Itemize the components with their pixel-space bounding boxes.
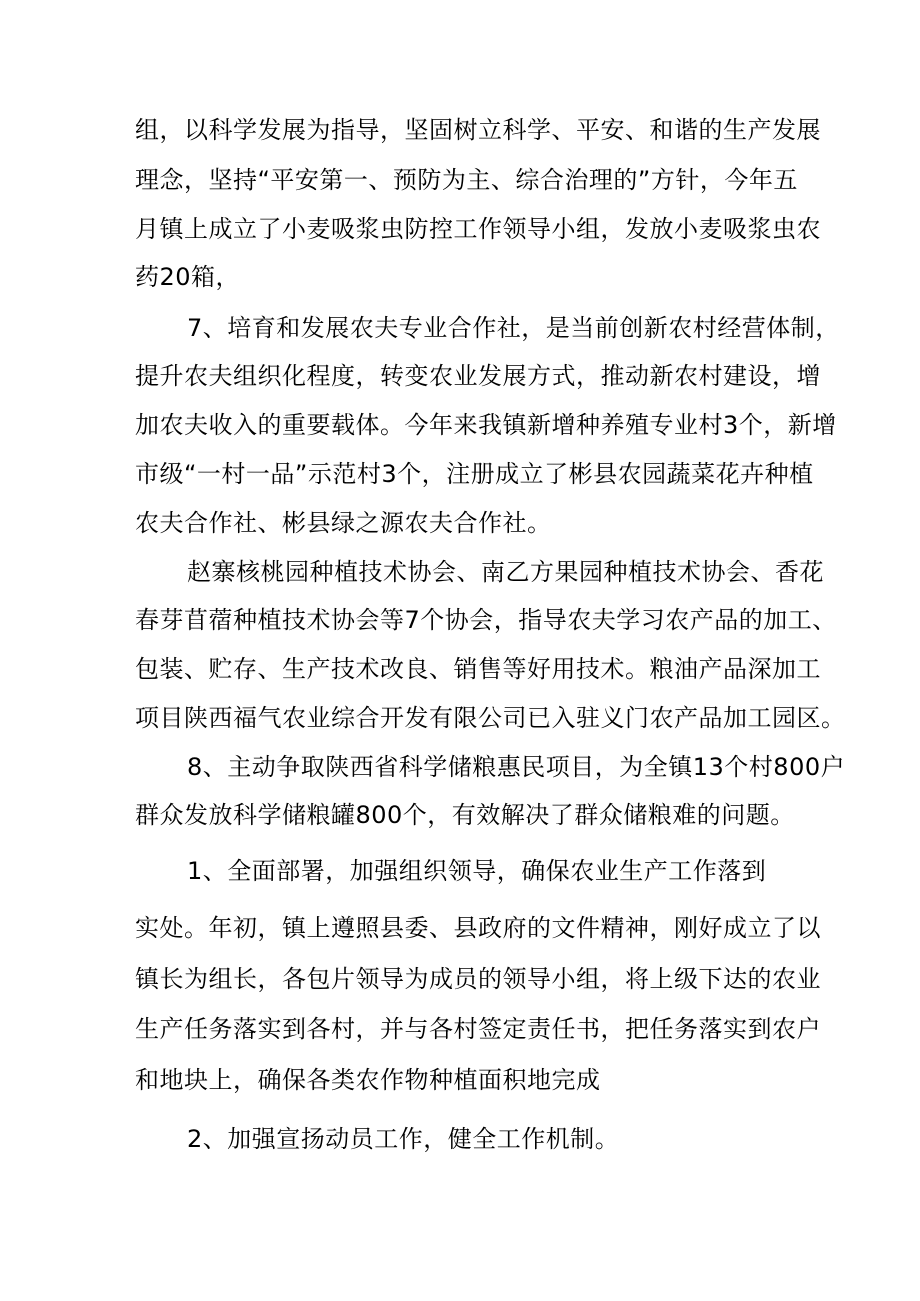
text-line: 理念，坚持“平安第一、预防为主、综合治理的”方针，今年五 <box>135 166 798 194</box>
text-line: 药20箱， <box>135 263 241 291</box>
text-line: 提升农夫组织化程度，转变农业发展方式，推动新农村建设，增 <box>135 362 821 390</box>
text-line: 项目陕西福气农业综合开发有限公司已入驻义门农产品加工园区。 <box>135 704 846 732</box>
text-line: 镇长为组长，各包片领导为成员的领导小组，将上级下达的农业 <box>135 965 821 993</box>
text-line: 7、培育和发展农夫专业合作社，是当前创新农村经营体制， <box>187 314 840 342</box>
text-line: 包装、贮存、生产技术改良、销售等好用技术。粮油产品深加工 <box>135 655 821 683</box>
text-line: 组，以科学发展为指导，坚固树立科学、平安、和谐的生产发展 <box>135 116 821 144</box>
text-line: 8、主动争取陕西省科学储粮惠民项目，为全镇13个村800户 <box>187 753 846 781</box>
text-line: 农夫合作社、彬县绿之源农夫合作社。 <box>135 509 552 537</box>
text-line: 春芽苜蓿种植技术协会等7个协会，指导农夫学习农产品的加工、 <box>135 606 837 634</box>
text-line: 2、加强宣扬动员工作，健全工作机制。 <box>187 1125 620 1153</box>
text-line: 加农夫收入的重要载体。今年来我镇新增种养殖专业村3个，新增 <box>135 411 837 439</box>
text-line: 群众发放科学储粮罐800个，有效解决了群众储粮难的问题。 <box>135 801 795 829</box>
text-line: 月镇上成立了小麦吸浆虫防控工作领导小组，发放小麦吸浆虫农 <box>135 215 821 243</box>
text-line: 1、全面部署，加强组织领导，确保农业生产工作落到 <box>187 857 767 885</box>
text-line: 生产任务落实到各村，并与各村签定责任书，把任务落实到农户 <box>135 1015 821 1043</box>
text-line: 市级“一村一品”示范村3个，注册成立了彬县农园蔬菜花卉种植 <box>135 460 814 488</box>
text-line: 和地块上，确保各类农作物种植面积地完成 <box>135 1066 601 1094</box>
text-line: 实处。年初，镇上遵照县委、县政府的文件精神，刚好成立了以 <box>135 914 821 942</box>
text-line: 赵寨核桃园种植技术协会、南乙方果园种植技术协会、香花 <box>187 558 824 586</box>
